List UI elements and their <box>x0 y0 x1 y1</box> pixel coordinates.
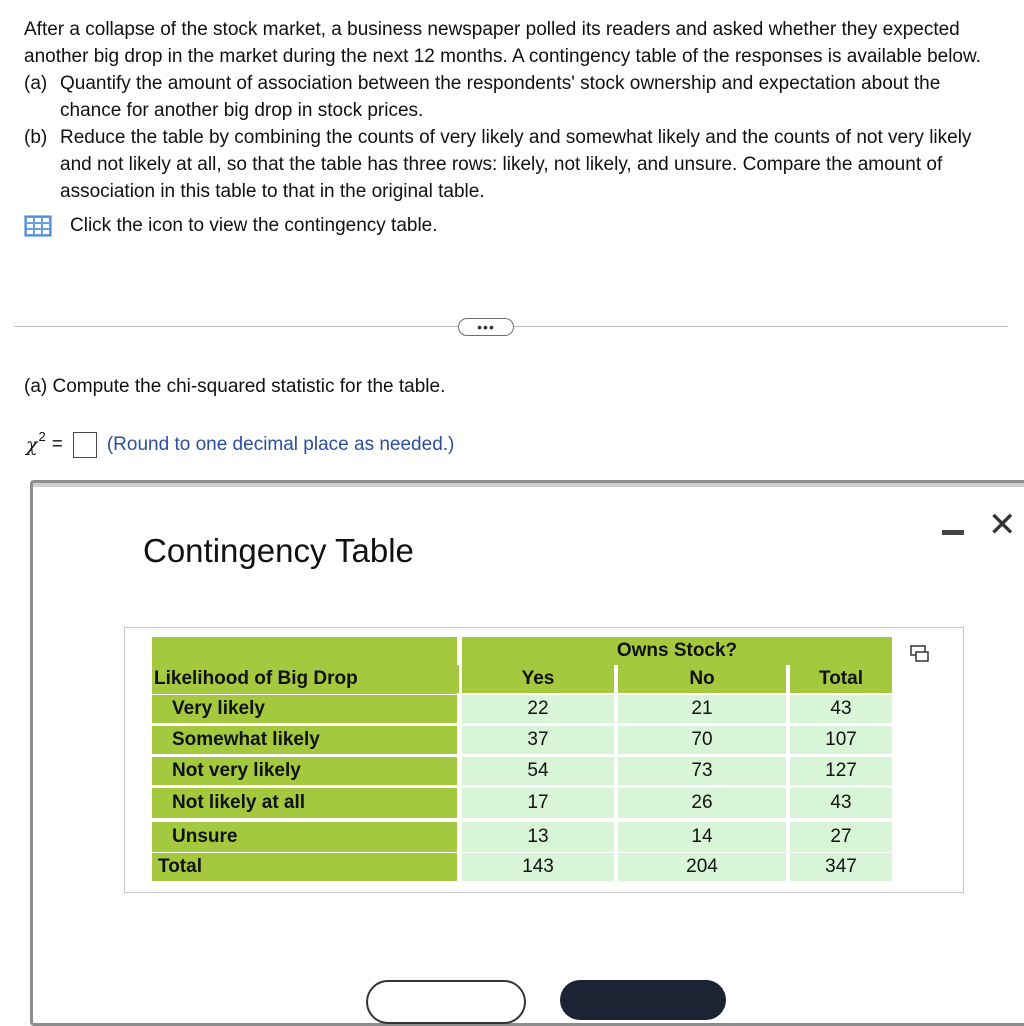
copy-icon[interactable] <box>910 645 930 663</box>
done-button[interactable] <box>560 980 726 1020</box>
rounding-note: (Round to one decimal place as needed.) <box>106 434 455 455</box>
dialog-title: Contingency Table <box>143 532 414 569</box>
equals-sign: = <box>51 434 63 455</box>
table-cell: 107 <box>790 726 892 754</box>
close-button[interactable]: ✕ <box>988 506 1017 544</box>
problem-statement <box>24 16 1004 239</box>
table-link[interactable] <box>24 212 1004 239</box>
question-prompt: (a) Compute the chi-squared statistic for the table. <box>24 376 446 397</box>
part-a-text: Quantify the amount of association between the respondents' stock ownership and expectation about the chance for another big drop in stock prices. <box>60 73 941 121</box>
table-cell: 43 <box>790 695 892 723</box>
part-b-label: (b) <box>24 127 48 148</box>
table-cell: 70 <box>618 726 786 754</box>
table-cell: 127 <box>790 757 892 785</box>
part-b <box>24 124 1004 205</box>
table-cell: 13 <box>462 822 614 852</box>
row-label-very-likely: Very likely <box>152 695 457 723</box>
table-grid-icon[interactable] <box>24 215 52 237</box>
row-header-label: Likelihood of Big Drop <box>152 665 459 693</box>
chi-symbol: χ <box>26 434 38 456</box>
row-label-somewhat-likely: Somewhat likely <box>152 726 457 754</box>
table-cell: 143 <box>462 853 614 881</box>
column-header-total: Total <box>790 665 892 693</box>
table-link-text: Click the icon to view the contingency table. <box>70 215 438 236</box>
table-cell: 14 <box>618 822 786 852</box>
row-label-total: Total <box>152 853 457 881</box>
part-a-label: (a) <box>24 73 48 94</box>
table-cell: 22 <box>462 695 614 723</box>
minimize-button[interactable] <box>942 530 964 535</box>
table-cell: 73 <box>618 757 786 785</box>
table-cell: 21 <box>618 695 786 723</box>
table-cell: 347 <box>790 853 892 881</box>
column-header-no: No <box>618 665 786 693</box>
problem-intro: After a collapse of the stock market, a business newspaper polled its readers and asked whether they expected another big drop in the market during the next 12 months. A contingency table of the responses is available below. <box>24 19 981 67</box>
answer-line <box>26 428 455 458</box>
row-label-not-very-likely: Not very likely <box>152 757 457 785</box>
table-cell: 54 <box>462 757 614 785</box>
chi-squared-answer-input[interactable] <box>73 432 97 458</box>
row-label-not-likely-at-all: Not likely at all <box>152 788 457 818</box>
expand-button[interactable]: ••• <box>458 318 514 336</box>
dialog-top-edge <box>33 483 1024 487</box>
table-cell: 204 <box>618 853 786 881</box>
table-cell: 27 <box>790 822 892 852</box>
table-cell: 37 <box>462 726 614 754</box>
print-button[interactable] <box>366 980 526 1024</box>
owns-stock-header: Owns Stock? <box>462 637 892 665</box>
column-header-yes: Yes <box>462 665 614 693</box>
table-cell: 43 <box>790 788 892 818</box>
part-a <box>24 70 1004 124</box>
part-b-text: Reduce the table by combining the counts of very likely and somewhat likely and the counts of not very likely and not likely at all, so that the table has three rows: likely, not likely, and unsure. Compare the amount of association in this table to that in the original table. <box>60 127 972 202</box>
table-cell: 26 <box>618 788 786 818</box>
chi-exponent: 2 <box>38 428 46 444</box>
row-label-unsure: Unsure <box>152 822 457 852</box>
table-cell: 17 <box>462 788 614 818</box>
